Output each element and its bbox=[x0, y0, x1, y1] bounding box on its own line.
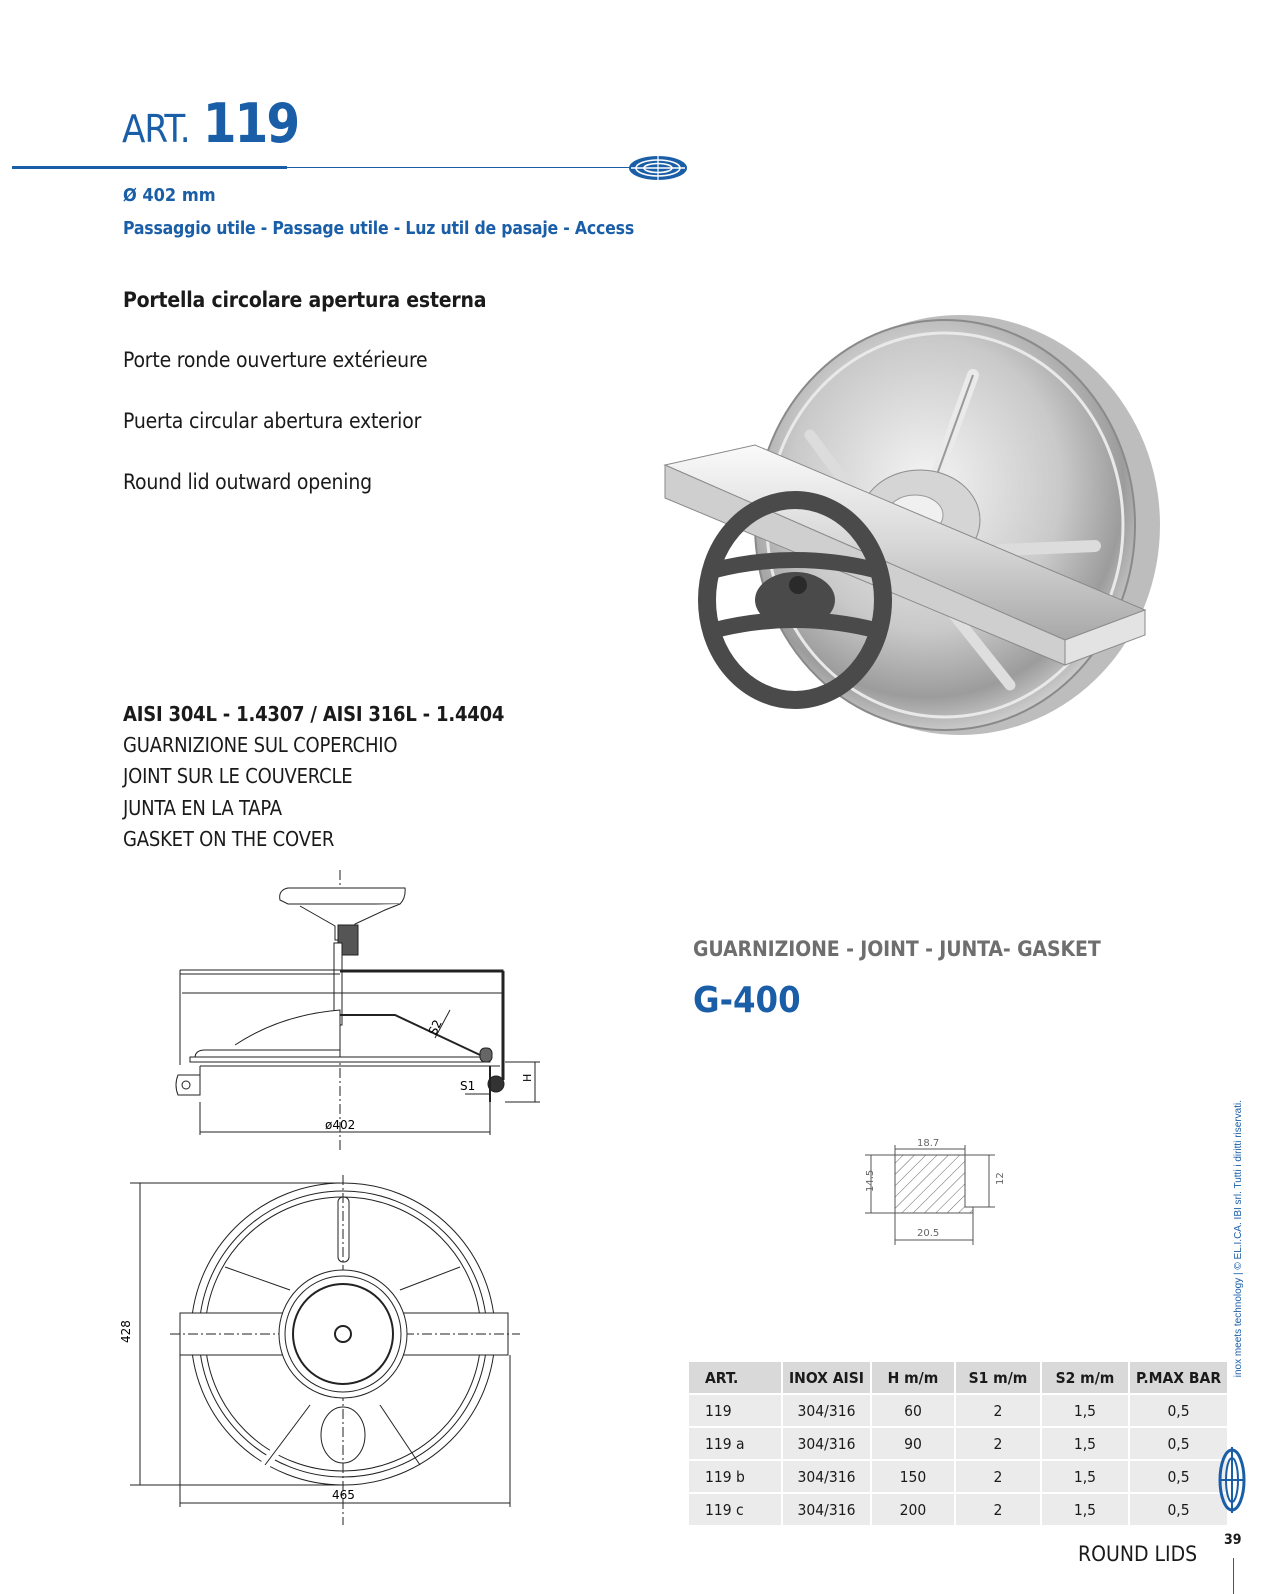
material-line: JOINT SUR LE COUVERCLE bbox=[123, 764, 353, 788]
cell-art: 119 a bbox=[689, 1428, 781, 1459]
gasket-dim-bottom: 20.5 bbox=[917, 1228, 940, 1239]
table-row bbox=[689, 1461, 1227, 1492]
credit-text: inox meets technology | © EL.I.CA. IBI srl. Tutti i diritti riservati. bbox=[1233, 1100, 1244, 1378]
cell-inox: 304/316 bbox=[783, 1395, 870, 1426]
article-title bbox=[122, 92, 299, 157]
cell-h: 200 bbox=[872, 1494, 954, 1525]
gasket-dim-top: 18.7 bbox=[917, 1138, 940, 1149]
material-line: GASKET ON THE COVER bbox=[123, 827, 335, 851]
cell-inox: 304/316 bbox=[783, 1428, 870, 1459]
page-rule bbox=[1233, 1558, 1234, 1594]
table-row bbox=[689, 1395, 1227, 1426]
height-dim-label: 428 bbox=[119, 1320, 133, 1343]
material-line: JUNTA EN LA TAPA bbox=[123, 796, 282, 820]
cell-s2: 1,5 bbox=[1042, 1428, 1128, 1459]
description-italian: Portella circolare apertura esterna bbox=[123, 288, 487, 312]
table-header-row bbox=[689, 1362, 1227, 1393]
cell-art: 119 bbox=[689, 1395, 781, 1426]
gasket-code: G-400 bbox=[693, 980, 801, 1021]
cell-inox: 304/316 bbox=[783, 1494, 870, 1525]
column-header: H m/m bbox=[872, 1362, 954, 1393]
material-line: GUARNIZIONE SUL COPERCHIO bbox=[123, 733, 398, 757]
cell-s1: 2 bbox=[956, 1494, 1040, 1525]
cell-art: 119 c bbox=[689, 1494, 781, 1525]
material-aisi: AISI 304L - 1.4307 / AISI 316L - 1.4404 bbox=[123, 702, 505, 726]
section-title: ROUND LIDS bbox=[1078, 1542, 1198, 1566]
cell-pmax: 0,5 bbox=[1130, 1494, 1227, 1525]
description-english: Round lid outward opening bbox=[123, 470, 372, 494]
table-row bbox=[689, 1494, 1227, 1525]
cell-s1: 2 bbox=[956, 1461, 1040, 1492]
front-view-drawing bbox=[110, 1175, 530, 1535]
s1-label: S1 bbox=[460, 1079, 476, 1093]
cell-s1: 2 bbox=[956, 1428, 1040, 1459]
side-section-drawing bbox=[160, 870, 560, 1160]
gasket-heading: GUARNIZIONE - JOINT - JUNTA- GASKET bbox=[693, 937, 1101, 961]
column-header: P.MAX BAR bbox=[1130, 1362, 1227, 1393]
cell-art: 119 b bbox=[689, 1461, 781, 1492]
column-header: S1 m/m bbox=[956, 1362, 1040, 1393]
description-french: Porte ronde ouverture extérieure bbox=[123, 348, 428, 372]
article-number: 119 bbox=[202, 92, 299, 155]
cell-pmax: 0,5 bbox=[1130, 1428, 1227, 1459]
specification-table bbox=[687, 1360, 1229, 1527]
cell-h: 90 bbox=[872, 1428, 954, 1459]
cell-s2: 1,5 bbox=[1042, 1461, 1128, 1492]
cell-inox: 304/316 bbox=[783, 1461, 870, 1492]
column-header: S2 m/m bbox=[1042, 1362, 1128, 1393]
cell-h: 150 bbox=[872, 1461, 954, 1492]
s2-label: S2 bbox=[425, 1017, 445, 1038]
cell-h: 60 bbox=[872, 1395, 954, 1426]
passage-label: Passaggio utile - Passage utile - Luz util de pasaje - Access bbox=[123, 219, 634, 239]
cell-pmax: 0,5 bbox=[1130, 1461, 1227, 1492]
page-number: 39 bbox=[1224, 1532, 1242, 1548]
product-photo bbox=[655, 310, 1175, 755]
diameter-dim-label: ø402 bbox=[325, 1118, 356, 1132]
elica-emblem-icon bbox=[628, 155, 688, 181]
cell-s2: 1,5 bbox=[1042, 1494, 1128, 1525]
gasket-dim-left: 14.5 bbox=[865, 1169, 876, 1192]
diameter-label: Ø 402 mm bbox=[123, 185, 216, 206]
article-prefix: ART. bbox=[122, 107, 190, 151]
table-row bbox=[689, 1428, 1227, 1459]
column-header: INOX AISI bbox=[783, 1362, 870, 1393]
description-spanish: Puerta circular abertura exterior bbox=[123, 409, 422, 433]
elica-logo-icon bbox=[1218, 1445, 1246, 1515]
header-rule-thin bbox=[287, 167, 632, 168]
cell-s2: 1,5 bbox=[1042, 1395, 1128, 1426]
h-label: H bbox=[521, 1073, 534, 1082]
gasket-profile-drawing bbox=[855, 1135, 1025, 1270]
cell-pmax: 0,5 bbox=[1130, 1395, 1227, 1426]
column-header: ART. bbox=[689, 1362, 781, 1393]
width-dim-label: 465 bbox=[332, 1488, 355, 1502]
header-rule-thick bbox=[12, 166, 287, 169]
cell-s1: 2 bbox=[956, 1395, 1040, 1426]
gasket-dim-right: 12 bbox=[995, 1172, 1006, 1185]
